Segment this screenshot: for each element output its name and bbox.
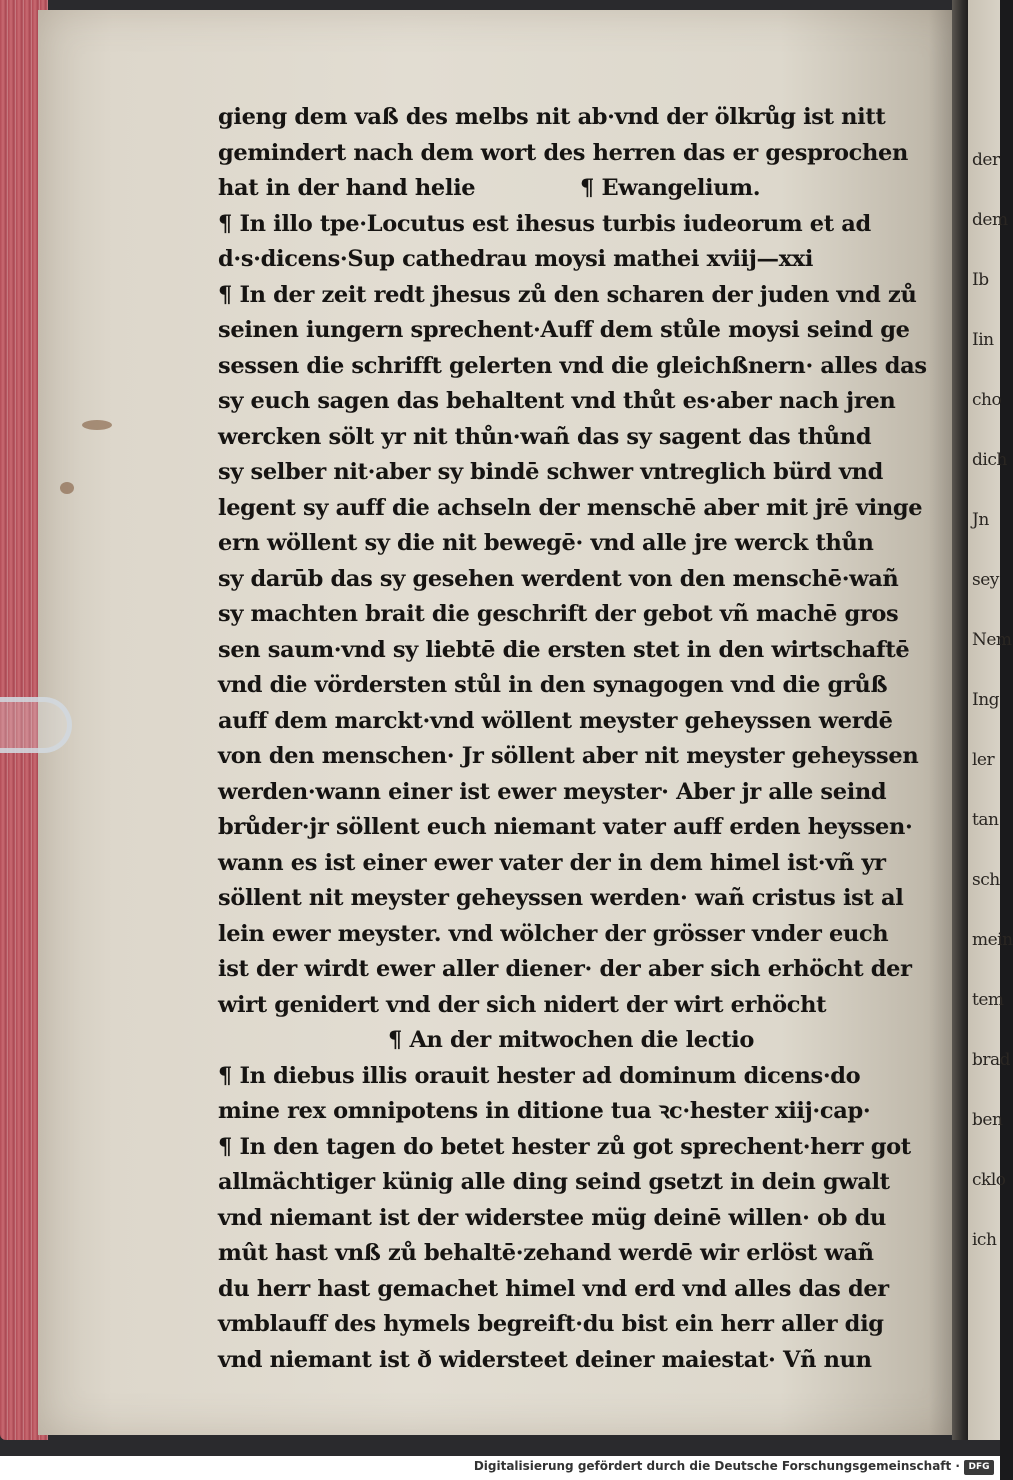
- text-line: vnd niemant ist der widerstee müg deinē willen· ob du: [218, 1204, 887, 1231]
- text-line: gemindert nach dem wort des herren das er gesprochen: [218, 139, 908, 166]
- page-text: [218, 100, 927, 1378]
- text-line: auff dem marckt·vnd wöllent meyster geheyssen werdē: [218, 707, 893, 734]
- facing-page-fragment: brad: [972, 1050, 1011, 1070]
- footer-bar: [0, 1456, 1000, 1480]
- text-line: mine rex omnipotens in ditione tua ꝛc·hester xiij·cap·: [218, 1098, 871, 1124]
- facing-page-fragment: ler: [972, 750, 995, 770]
- text-line: sessen die schrifft gelerten vnd die gleichßnern· alles das: [218, 352, 927, 379]
- text-line: sy machten brait die geschrift der gebot vñ machē gros: [218, 601, 899, 627]
- text-line: du herr hast gemachet himel vnd erd vnd alles das der: [218, 1275, 889, 1302]
- text-line: ist der wirdt ewer aller diener· der aber sich erhöcht der: [218, 956, 912, 982]
- text-line: ¶ In illo tpe·Locutus est ihesus turbis iudeorum et ad: [218, 210, 871, 237]
- paper-clip: [0, 697, 72, 753]
- text-line: sy darūb das sy gesehen werdent von den menschē·wañ: [218, 565, 899, 592]
- text-line: brůder·jr söllent euch niemant vater auff erden heyssen·: [218, 814, 913, 840]
- text-line: wercken sölt yr nit thůn·wañ das sy sagent das thůnd: [218, 423, 872, 450]
- section-heading: ¶ An der mitwochen die lectio: [388, 1027, 755, 1053]
- text-line: von den menschen· Jr söllent aber nit meyster geheyssen: [218, 743, 919, 769]
- facing-page-fragment: Nem: [972, 630, 1012, 650]
- text-line: wann es ist einer ewer vater der in dem himel ist·vñ yr: [218, 849, 886, 876]
- facing-page-fragment: ben: [972, 1110, 1003, 1130]
- facing-page-fragment: sey: [972, 570, 999, 590]
- facing-page-fragment: Iin: [972, 330, 994, 350]
- facing-page-fragment: Ib: [972, 270, 989, 290]
- dfg-logo: DFG: [964, 1460, 994, 1475]
- text-line: ¶ In diebus illis orauit hester ad dominum dicens·do: [218, 1062, 861, 1089]
- text-line: lein ewer meyster. vnd wölcher der grösser vnder euch: [218, 920, 889, 947]
- facing-page-fragment: der: [972, 150, 1000, 170]
- text-line: gieng dem vaß des melbs nit ab·vnd der ölkrůg ist nitt: [218, 104, 886, 130]
- text-line: sy euch sagen das behaltent vnd thůt es·aber nach jren: [218, 388, 896, 414]
- text-line: vnd niemant ist ð widersteet deiner maiestat· Vñ nun: [218, 1346, 872, 1373]
- facing-page-fragment: cho: [972, 390, 1002, 410]
- text-line: sy selber nit·aber sy bindē schwer vntreglich bürd vnd: [218, 459, 883, 485]
- text-line: d·s·dicens·Sup cathedrau moysi mathei xviij—xxi: [218, 246, 814, 272]
- facing-page-fragment: dich: [972, 450, 1007, 470]
- facing-page-fragment: sch: [972, 870, 1000, 890]
- facing-page-fragment: dem: [972, 210, 1008, 230]
- text-line: ¶ In den tagen do betet hester zů got sprechent·herr got: [218, 1133, 911, 1160]
- text-line: söllent nit meyster geheyssen werden· wañ cristus ist al: [218, 885, 904, 911]
- facing-page: [968, 0, 1013, 1440]
- text-line: mût hast vnß zů behaltē·zehand werdē wir erlöst wañ: [218, 1240, 874, 1266]
- facing-page-fragment: tan: [972, 810, 999, 830]
- text-line: vnd die vördersten stůl in den synagogen vnd die grůß: [218, 672, 888, 698]
- text-line: werden·wann einer ist ewer meyster· Aber jr alle seind: [218, 778, 887, 805]
- facing-page-fragment: Jn: [972, 510, 989, 530]
- ink-stain: [60, 482, 74, 494]
- facing-page-fragment: Ing: [972, 690, 1000, 710]
- ink-stain: [82, 420, 112, 430]
- facing-page-fragment: mein: [972, 930, 1013, 950]
- text-line: sen saum·vnd sy liebtē die ersten stet in den wirtschaftē: [218, 636, 910, 663]
- text-line: hat in der hand helie ¶ Ewangelium.: [218, 175, 761, 201]
- facing-page-fragment: tem: [972, 990, 1004, 1010]
- text-line: ¶ In der zeit redt jhesus zů den scharen der juden vnd zů: [218, 281, 917, 308]
- text-line: legent sy auff die achseln der menschē aber mit jrē vinge: [218, 494, 923, 521]
- facing-page-fragment: cklo: [972, 1170, 1006, 1190]
- text-line: seinen iungern sprechent·Auff dem stůle moysi seind ge: [218, 317, 910, 343]
- text-line: vmblauff des hymels begreift·du bist ein herr aller dig: [218, 1311, 884, 1337]
- funding-credit: Digitalisierung gefördert durch die Deutsche Forschungsgemeinschaft ·: [473, 1459, 960, 1473]
- text-line: wirt genidert vnd der sich nidert der wirt erhöcht: [218, 991, 827, 1018]
- text-line: ern wöllent sy die nit bewegē· vnd alle jre werck thůn: [218, 530, 874, 556]
- facing-page-fragment: ich: [972, 1230, 997, 1250]
- text-line: allmächtiger künig alle ding seind gsetzt in dein gwalt: [218, 1169, 890, 1195]
